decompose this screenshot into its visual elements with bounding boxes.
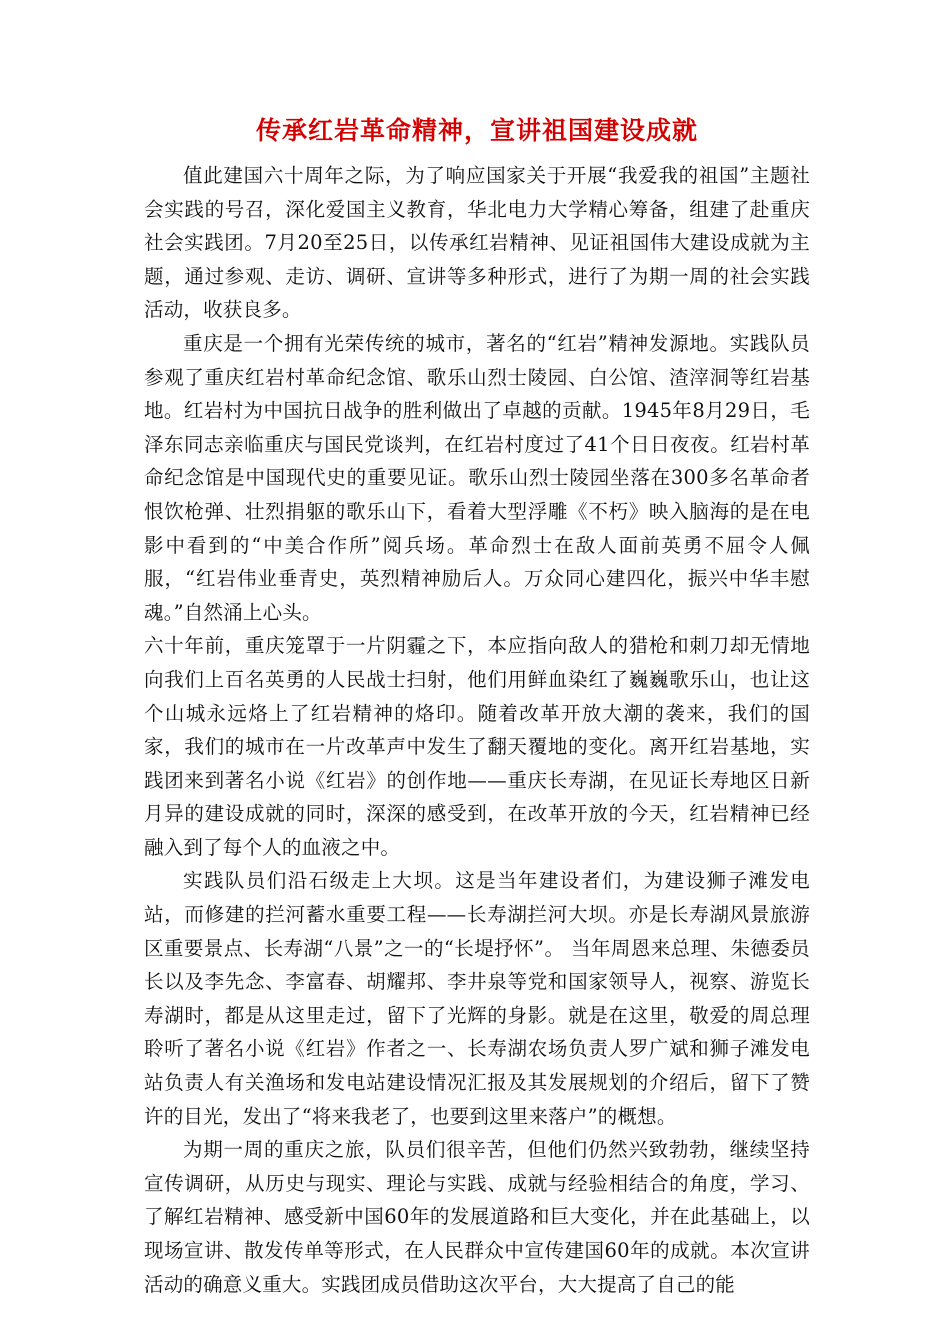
document-title: 传承红岩革命精神，宣讲祖国建设成就 xyxy=(255,116,698,145)
document-page xyxy=(144,100,810,1301)
paragraph-one-week-trip: 为期一周的重庆之旅，队员们很辛苦，但他们仍然兴致勃勃，继续坚持宣传调研，从历史与现实、理论与实践、成就与经验相结合的角度，学习、了解红岩精神、感受新中国60年的发展道路和巨大变化，并在此基础上，以现场宣讲、散发传单等形式，在人民群众中宣传建国60年的成就。本次宣讲活动的确意义重大。实践团成员借助这次平台，大大提高了自己的能 xyxy=(144,1138,810,1296)
paragraph-sixty-years-ago: 六十年前，重庆笼罩于一片阴霾之下，本应指向敌人的猎枪和刺刀却无情地向我们上百名英勇的人民战士扫射，他们用鲜血染红了巍巍歌乐山，也让这个山城永远烙上了红岩精神的烙印。随着改革开放大潮的袭来，我们的国家，我们的城市在一片改革声中发生了翻天覆地的变化。离开红岩基地，实践团来到著名小说《红岩》的创作地——重庆长寿湖，在见证长寿地区日新月异的建设成就的同时，深深的感受到，在改革开放的今天，红岩精神已经融入到了每个人的血液之中。 xyxy=(144,634,810,859)
paragraph-chongqing-hongyan: 重庆是一个拥有光荣传统的城市，著名的“红岩”精神发源地。实践队员参观了重庆红岩村革命纪念馆、歌乐山烈士陵园、白公馆、渣滓洞等红岩基地。红岩村为中国抗日战争的胜利做出了卓越的贡献。1945年8月29日，毛泽东同志亲临重庆与国民党谈判，在红岩村度过了41个日日夜夜。红岩村革命纪念馆是中国现代史的重要见证。歌乐山烈士陵园坐落在300多名革命者恨饮枪弹、壮烈捐躯的歌乐山下，看着大型浮雕《不朽》映入脑海的是在电影中看到的“中美合作所”阅兵场。革命烈士在敌人面前英勇不屈令人佩服，“红岩伟业垂青史，英烈精神励后人。万众同心建四化，振兴中华丰慰魂。”自然涌上心头。 xyxy=(144,331,810,624)
paragraph-intro: 值此建国六十周年之际，为了响应国家关于开展“我爱我的祖国”主题社会实践的号召，深化爱国主义教育，华北电力大学精心筹备，组建了赴重庆社会实践团。7月20至25日，以传承红岩精神、见证祖国伟大建设成就为主题，通过参观、走访、调研、宣讲等多种形式，进行了为期一周的社会实践活动，收获良多。 xyxy=(144,164,810,322)
paragraph-dam-visit: 实践队员们沿石级走上大坝。这是当年建设者们，为建设狮子滩发电站，而修建的拦河蓄水重要工程——长寿湖拦河大坝。亦是长寿湖风景旅游区重要景点、长寿湖“八景”之一的“长堤抒怀”。 当年周恩来总理、朱德委员长以及李先念、李富春、胡耀邦、李井泉等党和国家领导人，视察、游览长寿湖时，都是从这里走过，留下了光辉的身影。就是在这里，敬爱的周总理聆听了著名小说《红岩》作者之一、长寿湖农场负责人罗广斌和狮子滩发电站负责人有关渔场和发电站建设情况汇报及其发展规划的介绍后，留下了赞许的目光，发出了“将来我老了，也要到这里来落户”的概想。 xyxy=(144,869,810,1128)
